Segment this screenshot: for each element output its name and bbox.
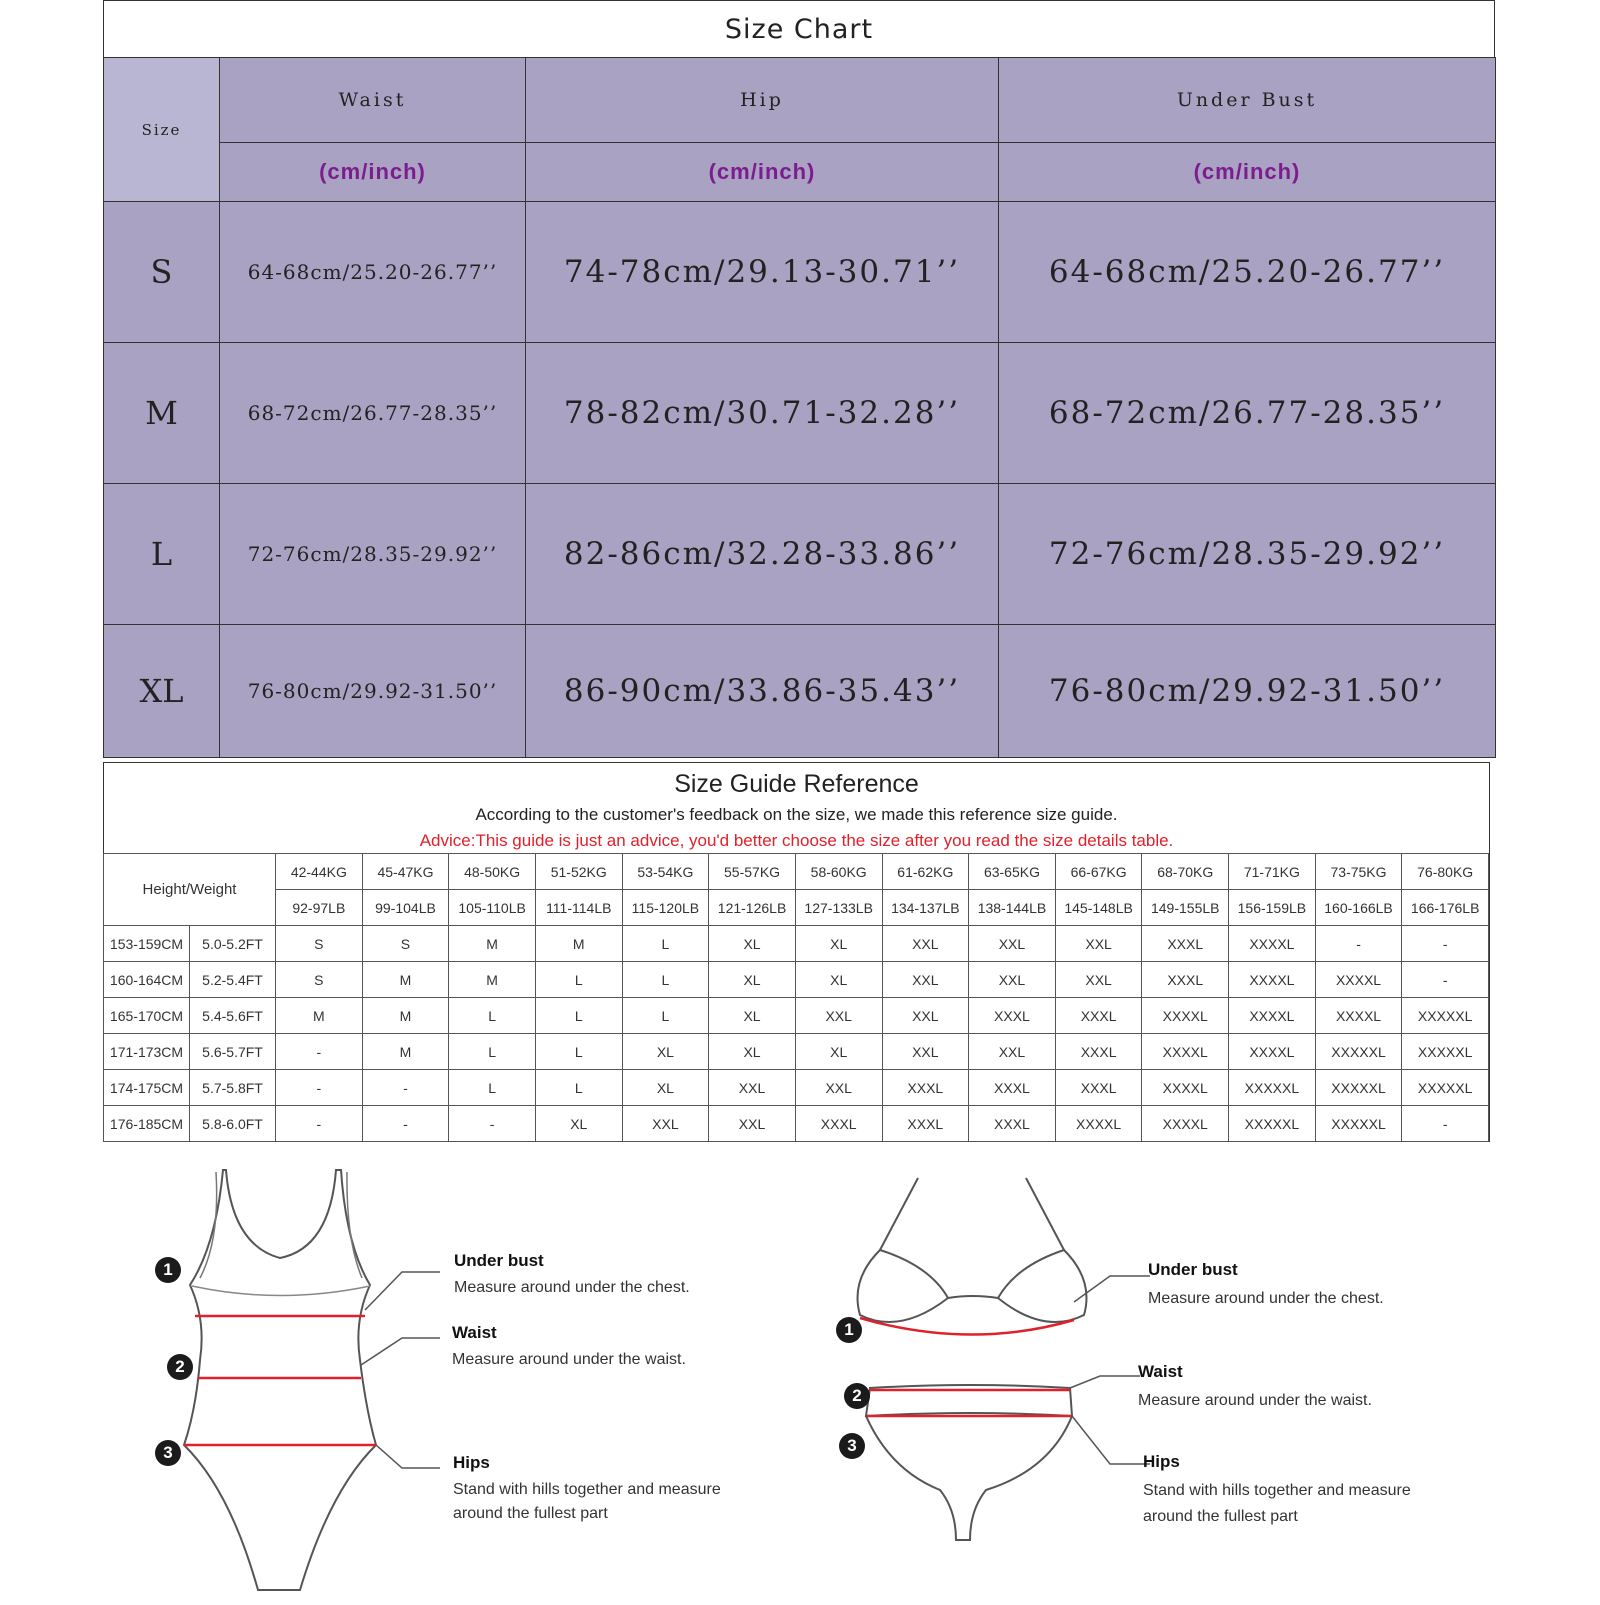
under-bust-column-header: Under Bust bbox=[999, 58, 1496, 143]
size-cell: XXXXL bbox=[1315, 998, 1402, 1034]
waist-value: 76-80cm/29.92-31.50’’ bbox=[220, 625, 526, 758]
under-bust-value: 68-72cm/26.77-28.35’’ bbox=[999, 343, 1496, 484]
height-cm: 160-164CM bbox=[104, 962, 190, 998]
size-cell: - bbox=[449, 1106, 536, 1142]
size-cell: XXXL bbox=[1055, 1070, 1142, 1106]
bikini-hips-title: Hips bbox=[1143, 1452, 1180, 1471]
weight-lb-header: 145-148LB bbox=[1055, 890, 1142, 926]
size-cell: XL bbox=[709, 998, 796, 1034]
guide-row bbox=[104, 1070, 1489, 1106]
weight-kg-header: 48-50KG bbox=[449, 854, 536, 890]
hip-value: 78-82cm/30.71-32.28’’ bbox=[526, 343, 999, 484]
size-cell: XL bbox=[622, 1034, 709, 1070]
marker-2: 2 bbox=[844, 1383, 870, 1409]
size-cell: XXXXXL bbox=[1229, 1106, 1316, 1142]
size-cell: XXXL bbox=[1142, 926, 1229, 962]
waist-value: 72-76cm/28.35-29.92’’ bbox=[220, 484, 526, 625]
size-cell: XXXXL bbox=[1142, 1106, 1229, 1142]
size-cell: XXXXL bbox=[1229, 962, 1316, 998]
size-cell: - bbox=[276, 1034, 363, 1070]
size-cell: L bbox=[535, 1034, 622, 1070]
size-cell: XXXXL bbox=[1142, 1034, 1229, 1070]
guide-description: According to the customer's feedback on the size, we made this reference size guide. bbox=[475, 805, 1118, 824]
weight-lb-header: 156-159LB bbox=[1229, 890, 1316, 926]
size-cell: XXXXXL bbox=[1315, 1034, 1402, 1070]
guide-row bbox=[104, 1106, 1489, 1142]
size-cell: XXXXXL bbox=[1402, 998, 1489, 1034]
hip-value: 86-90cm/33.86-35.43’’ bbox=[526, 625, 999, 758]
size-cell: XL bbox=[709, 926, 796, 962]
onepiece-hips-desc-2: around the fullest part bbox=[453, 1505, 608, 1522]
weight-lb-header: 160-166LB bbox=[1315, 890, 1402, 926]
hip-unit: (cm/inch) bbox=[526, 143, 999, 202]
onepiece-waist-desc: Measure around under the waist. bbox=[452, 1351, 686, 1368]
height-ft: 5.4-5.6FT bbox=[190, 998, 276, 1034]
size-cell: M bbox=[449, 962, 536, 998]
size-guide bbox=[103, 762, 1490, 1142]
size-cell: XXXXL bbox=[1229, 998, 1316, 1034]
size-cell: XL bbox=[535, 1106, 622, 1142]
size-cell: - bbox=[362, 1106, 449, 1142]
height-cm: 174-175CM bbox=[104, 1070, 190, 1106]
size-cell: M bbox=[535, 926, 622, 962]
weight-kg-header: 71-71KG bbox=[1229, 854, 1316, 890]
size-cell: XXXL bbox=[882, 1106, 969, 1142]
size-cell: XXXL bbox=[1142, 962, 1229, 998]
size-cell: XXXL bbox=[969, 1106, 1056, 1142]
weight-lb-header: 121-126LB bbox=[709, 890, 796, 926]
size-cell: M bbox=[362, 1034, 449, 1070]
hip-column-header: Hip bbox=[526, 58, 999, 143]
weight-kg-header: 58-60KG bbox=[795, 854, 882, 890]
size-cell: S bbox=[276, 962, 363, 998]
marker-1: 1 bbox=[836, 1317, 862, 1343]
size-label: S bbox=[104, 202, 220, 343]
weight-lb-header: 105-110LB bbox=[449, 890, 536, 926]
size-cell: XXXL bbox=[969, 1070, 1056, 1106]
size-cell: XXL bbox=[969, 1034, 1056, 1070]
size-cell: L bbox=[535, 1070, 622, 1106]
size-cell: L bbox=[449, 1034, 536, 1070]
size-cell: XXL bbox=[795, 1070, 882, 1106]
under-bust-value: 76-80cm/29.92-31.50’’ bbox=[999, 625, 1496, 758]
weight-kg-header: 45-47KG bbox=[362, 854, 449, 890]
size-cell: - bbox=[1315, 926, 1402, 962]
height-ft: 5.0-5.2FT bbox=[190, 926, 276, 962]
height-cm: 165-170CM bbox=[104, 998, 190, 1034]
size-cell: XXXXL bbox=[1229, 1034, 1316, 1070]
size-guide-table bbox=[103, 853, 1489, 1142]
size-cell: XL bbox=[709, 1034, 796, 1070]
size-cell: XL bbox=[709, 962, 796, 998]
weight-kg-header: 61-62KG bbox=[882, 854, 969, 890]
size-cell: XXL bbox=[882, 962, 969, 998]
weight-lb-header: 92-97LB bbox=[276, 890, 363, 926]
weight-kg-header: 51-52KG bbox=[535, 854, 622, 890]
size-cell: XXL bbox=[795, 998, 882, 1034]
height-cm: 176-185CM bbox=[104, 1106, 190, 1142]
bikini-diagram bbox=[830, 1170, 1500, 1600]
size-cell: S bbox=[362, 926, 449, 962]
weight-lb-header: 127-133LB bbox=[795, 890, 882, 926]
under-bust-value: 64-68cm/25.20-26.77’’ bbox=[999, 202, 1496, 343]
chart-row bbox=[104, 343, 1496, 484]
size-cell: - bbox=[1402, 962, 1489, 998]
size-cell: M bbox=[362, 962, 449, 998]
size-column-header: Size bbox=[104, 58, 220, 202]
guide-row bbox=[104, 1034, 1489, 1070]
weight-kg-header: 53-54KG bbox=[622, 854, 709, 890]
size-cell: L bbox=[535, 962, 622, 998]
bikini-waist-title: Waist bbox=[1138, 1362, 1183, 1381]
size-cell: XXXXL bbox=[1055, 1106, 1142, 1142]
chart-unit-row bbox=[104, 143, 1496, 202]
size-cell: XXXXXL bbox=[1402, 1070, 1489, 1106]
size-cell: - bbox=[1402, 926, 1489, 962]
size-label: M bbox=[104, 343, 220, 484]
height-ft: 5.8-6.0FT bbox=[190, 1106, 276, 1142]
size-cell: XXXXXL bbox=[1229, 1070, 1316, 1106]
size-cell: M bbox=[276, 998, 363, 1034]
weight-lb-header: 166-176LB bbox=[1402, 890, 1489, 926]
size-cell: XXXL bbox=[1055, 998, 1142, 1034]
guide-row bbox=[104, 926, 1489, 962]
size-label: L bbox=[104, 484, 220, 625]
size-cell: XXXL bbox=[795, 1106, 882, 1142]
under-bust-value: 72-76cm/28.35-29.92’’ bbox=[999, 484, 1496, 625]
onepiece-hips-title: Hips bbox=[453, 1453, 490, 1472]
bikini-waist-desc: Measure around under the waist. bbox=[1138, 1392, 1372, 1409]
weight-kg-header: 66-67KG bbox=[1055, 854, 1142, 890]
onepiece-illustration bbox=[140, 1160, 760, 1600]
size-cell: - bbox=[362, 1070, 449, 1106]
guide-title: Size Guide Reference bbox=[674, 770, 919, 798]
size-cell: XXL bbox=[882, 998, 969, 1034]
chart-title: Size Chart bbox=[103, 0, 1495, 57]
size-cell: M bbox=[362, 998, 449, 1034]
bikini-illustration bbox=[830, 1170, 1500, 1600]
bikini-hips-desc-1: Stand with hills together and measure bbox=[1143, 1482, 1411, 1499]
waist-column-header: Waist bbox=[220, 58, 526, 143]
bikini-underbust-title: Under bust bbox=[1148, 1260, 1238, 1279]
weight-lb-header: 138-144LB bbox=[969, 890, 1056, 926]
weight-kg-header: 68-70KG bbox=[1142, 854, 1229, 890]
size-cell: XXXL bbox=[969, 998, 1056, 1034]
size-cell: XXL bbox=[1055, 962, 1142, 998]
chart-header-row bbox=[104, 58, 1496, 143]
onepiece-diagram bbox=[140, 1160, 760, 1600]
size-cell: L bbox=[449, 998, 536, 1034]
onepiece-hips-desc-1: Stand with hills together and measure bbox=[453, 1481, 721, 1498]
guide-row bbox=[104, 962, 1489, 998]
weight-lb-header: 149-155LB bbox=[1142, 890, 1229, 926]
marker-3: 3 bbox=[155, 1440, 181, 1466]
size-cell: XXXL bbox=[1055, 1034, 1142, 1070]
size-cell: L bbox=[449, 1070, 536, 1106]
chart-row bbox=[104, 625, 1496, 758]
size-cell: XXXXL bbox=[1142, 1070, 1229, 1106]
guide-row bbox=[104, 998, 1489, 1034]
size-cell: - bbox=[1402, 1106, 1489, 1142]
size-cell: L bbox=[535, 998, 622, 1034]
waist-value: 68-72cm/26.77-28.35’’ bbox=[220, 343, 526, 484]
marker-3: 3 bbox=[839, 1433, 865, 1459]
waist-unit: (cm/inch) bbox=[220, 143, 526, 202]
size-cell: XXXXL bbox=[1229, 926, 1316, 962]
guide-kg-row bbox=[104, 854, 1489, 890]
size-cell: XL bbox=[795, 926, 882, 962]
height-weight-header: Height/Weight bbox=[104, 854, 276, 926]
size-cell: XXL bbox=[1055, 926, 1142, 962]
guide-advice: Advice:This guide is just an advice, you'd better choose the size after you read the size details table. bbox=[419, 831, 1174, 850]
size-cell: - bbox=[276, 1070, 363, 1106]
height-ft: 5.2-5.4FT bbox=[190, 962, 276, 998]
weight-kg-header: 63-65KG bbox=[969, 854, 1056, 890]
weight-lb-header: 115-120LB bbox=[622, 890, 709, 926]
hip-value: 74-78cm/29.13-30.71’’ bbox=[526, 202, 999, 343]
size-cell: L bbox=[622, 926, 709, 962]
height-ft: 5.6-5.7FT bbox=[190, 1034, 276, 1070]
bikini-underbust-desc: Measure around under the chest. bbox=[1148, 1290, 1384, 1307]
hip-value: 82-86cm/32.28-33.86’’ bbox=[526, 484, 999, 625]
height-cm: 171-173CM bbox=[104, 1034, 190, 1070]
chart-row bbox=[104, 484, 1496, 625]
bikini-hips-desc-2: around the fullest part bbox=[1143, 1508, 1298, 1525]
size-cell: XXL bbox=[969, 962, 1056, 998]
size-cell: M bbox=[449, 926, 536, 962]
weight-kg-header: 55-57KG bbox=[709, 854, 796, 890]
weight-lb-header: 134-137LB bbox=[882, 890, 969, 926]
size-label: XL bbox=[104, 625, 220, 758]
size-cell: S bbox=[276, 926, 363, 962]
under-bust-unit: (cm/inch) bbox=[999, 143, 1496, 202]
onepiece-waist-title: Waist bbox=[452, 1323, 497, 1342]
marker-1: 1 bbox=[155, 1257, 181, 1283]
weight-kg-header: 42-44KG bbox=[276, 854, 363, 890]
size-cell: XXXXXL bbox=[1315, 1106, 1402, 1142]
height-cm: 153-159CM bbox=[104, 926, 190, 962]
onepiece-underbust-desc: Measure around under the chest. bbox=[454, 1279, 690, 1296]
weight-lb-header: 99-104LB bbox=[362, 890, 449, 926]
size-sheet bbox=[103, 0, 1495, 1142]
size-cell: XXXL bbox=[882, 1070, 969, 1106]
marker-2: 2 bbox=[167, 1354, 193, 1380]
size-cell: XXL bbox=[622, 1106, 709, 1142]
size-cell: L bbox=[622, 962, 709, 998]
waist-value: 64-68cm/25.20-26.77’’ bbox=[220, 202, 526, 343]
size-cell: XXL bbox=[709, 1070, 796, 1106]
weight-lb-header: 111-114LB bbox=[535, 890, 622, 926]
chart-row bbox=[104, 202, 1496, 343]
size-cell: XXL bbox=[709, 1106, 796, 1142]
guide-lb-row bbox=[104, 890, 1489, 926]
onepiece-underbust-title: Under bust bbox=[454, 1251, 544, 1270]
weight-kg-header: 76-80KG bbox=[1402, 854, 1489, 890]
size-cell: XXL bbox=[969, 926, 1056, 962]
size-cell: XXL bbox=[882, 926, 969, 962]
size-cell: - bbox=[276, 1106, 363, 1142]
size-chart-table bbox=[103, 57, 1496, 758]
height-ft: 5.7-5.8FT bbox=[190, 1070, 276, 1106]
size-cell: XXXXL bbox=[1142, 998, 1229, 1034]
size-cell: XXL bbox=[882, 1034, 969, 1070]
size-cell: XXXXXL bbox=[1402, 1034, 1489, 1070]
size-cell: XL bbox=[795, 1034, 882, 1070]
size-cell: XL bbox=[622, 1070, 709, 1106]
size-cell: XL bbox=[795, 962, 882, 998]
weight-kg-header: 73-75KG bbox=[1315, 854, 1402, 890]
size-cell: XXXXXL bbox=[1315, 1070, 1402, 1106]
size-cell: L bbox=[622, 998, 709, 1034]
size-cell: XXXXL bbox=[1315, 962, 1402, 998]
